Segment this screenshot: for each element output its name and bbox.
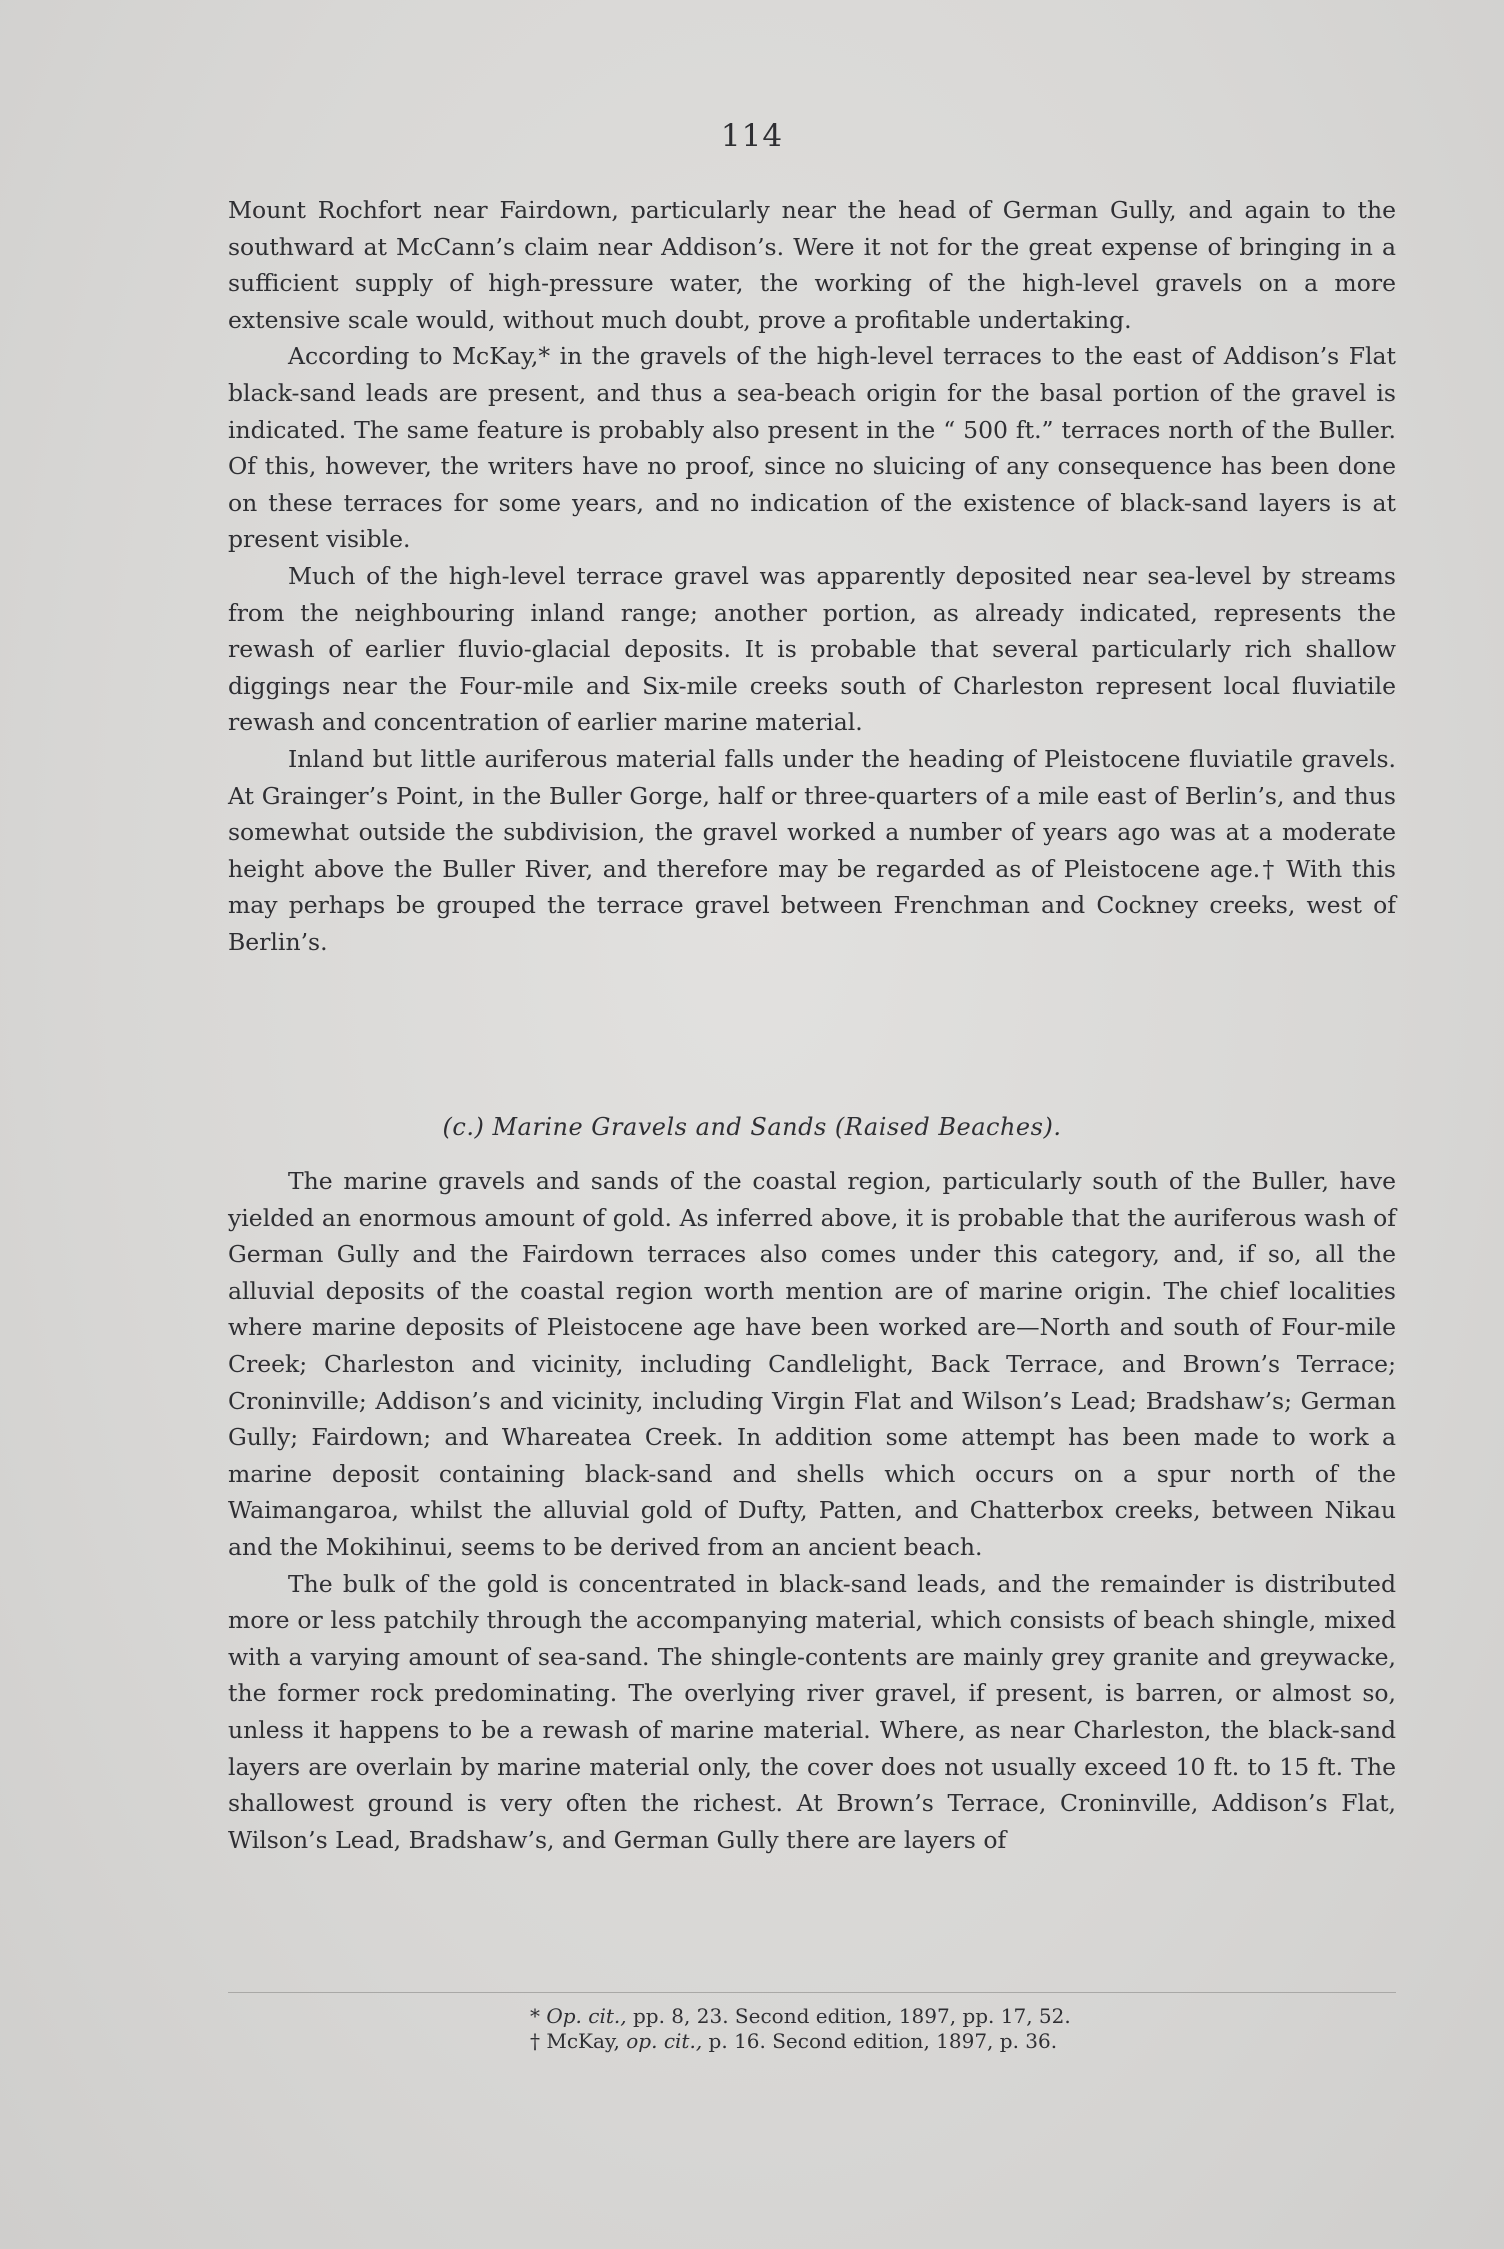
footnotes bbox=[0, 2004, 1504, 2054]
paragraph-continued: Mount Rochfort near Fairdown, particularly near the head of German Gully, and again to the southward at McCann’s claim near Addison’s. Were it not for the great expense of bringing in a sufficient supply of high-pressure water, the working of the high-level gravels on a more extensive scale would, without much doubt, prove a profitable undertaking. bbox=[228, 196, 1396, 334]
body-text-upper bbox=[228, 192, 1396, 960]
footnote-1-mark: * bbox=[530, 2004, 540, 2028]
footnote-2-author: McKay, bbox=[546, 2029, 620, 2053]
footnote-1-ref: Op. cit., bbox=[546, 2004, 627, 2028]
footnote-1 bbox=[0, 2004, 1504, 2029]
paragraph-mckay-black-sand: According to McKay,* in the gravels of the high-level terraces to the east of Addison’s Flat black-sand leads are present, and thus a sea-beach origin for the basal portion of the gravel is indicated. The same feature is probably also present in the “ 500 ft.” terraces north of the Buller. Of this, however, the writers have no proof, since no sluicing of any consequence has been done on these terraces for some years, and no indication of the existence of black-sand layers is at present visible. bbox=[228, 342, 1396, 554]
footnote-2 bbox=[0, 2029, 1504, 2054]
footnote-2-mark: † bbox=[530, 2029, 540, 2053]
paragraph-marine-gravels: The marine gravels and sands of the coastal region, particularly south of the Buller, have yielded an enormous amount of gold. As inferred above, it is probable that the auriferous wash of German Gully and the Fairdown terraces also comes under this category, and, if so, all the alluvial deposits of the coastal region worth mention are of marine origin. The chief localities where marine deposits of Pleistocene age have been worked are—North and south of Four-mile Creek; Charleston and vicinity, including Candlelight, Back Terrace, and Brown’s Terrace; Croninville; Addison’s and vicinity, including Virgin Flat and Wilson’s Lead; Bradshaw’s; German Gully; Fairdown; and Whareatea Creek. In addition some attempt has been made to work a marine deposit containing black-sand and shells which occurs on a spur north of the Waimangaroa, whilst the alluvial gold of Dufty, Patten, and Chatterbox creeks, between Nikau and the Mokihinui, seems to be derived from an ancient beach. bbox=[228, 1167, 1396, 1561]
body-text-lower bbox=[228, 1163, 1396, 1858]
footnote-1-text: pp. 8, 23. Second edition, 1897, pp. 17, 52. bbox=[632, 2004, 1071, 2028]
footnote-2-text: p. 16. Second edition, 1897, p. 36. bbox=[708, 2029, 1058, 2053]
paragraph-black-sand-leads: The bulk of the gold is concentrated in black-sand leads, and the remainder is distributed more or less patchily through the accompanying material, which consists of beach shingle, mixed with a varying amount of sea-sand. The shingle-contents are mainly grey granite and greywacke, the former rock predominating. The overlying river gravel, if present, is barren, or almost so, unless it happens to be a rewash of marine material. Where, as near Charleston, the black-sand layers are overlain by marine material only, the cover does not usually exceed 10 ft. to 15 ft. The shallowest ground is very often the richest. At Brown’s Terrace, Croninville, Addison’s Flat, Wilson’s Lead, Bradshaw’s, and German Gully there are layers of bbox=[228, 1569, 1396, 1854]
section-heading: (c.) Marine Gravels and Sands (Raised Beaches). bbox=[442, 1113, 1062, 1141]
paragraph-high-level-terrace: Much of the high-level terrace gravel was apparently deposited near sea-level by streams from the neighbouring inland range; another portion, as already indicated, represents the rewash of earlier fluvio-glacial deposits. It is probable that several particularly rich shallow diggings near the Four-mile and Six-mile creeks south of Charleston represent local fluviatile rewash and concentration of earlier marine material. bbox=[228, 561, 1396, 737]
paragraph-pleistocene-fluviatile: Inland but little auriferous material falls under the heading of Pleistocene fluviatile gravels. At Grainger’s Point, in the Buller Gorge, half or three-quarters of a mile east of Berlin’s, and thus somewhat outside the subdivision, the gravel worked a number of years ago was at a moderate height above the Buller River, and therefore may be regarded as of Pleistocene age.† With this may perhaps be grouped the terrace gravel between Frenchman and Cockney creeks, west of Berlin’s. bbox=[228, 744, 1396, 956]
footnote-divider bbox=[228, 1992, 1396, 1993]
page-number: 114 bbox=[720, 118, 784, 154]
footnote-2-ref: op. cit., bbox=[626, 2029, 703, 2053]
